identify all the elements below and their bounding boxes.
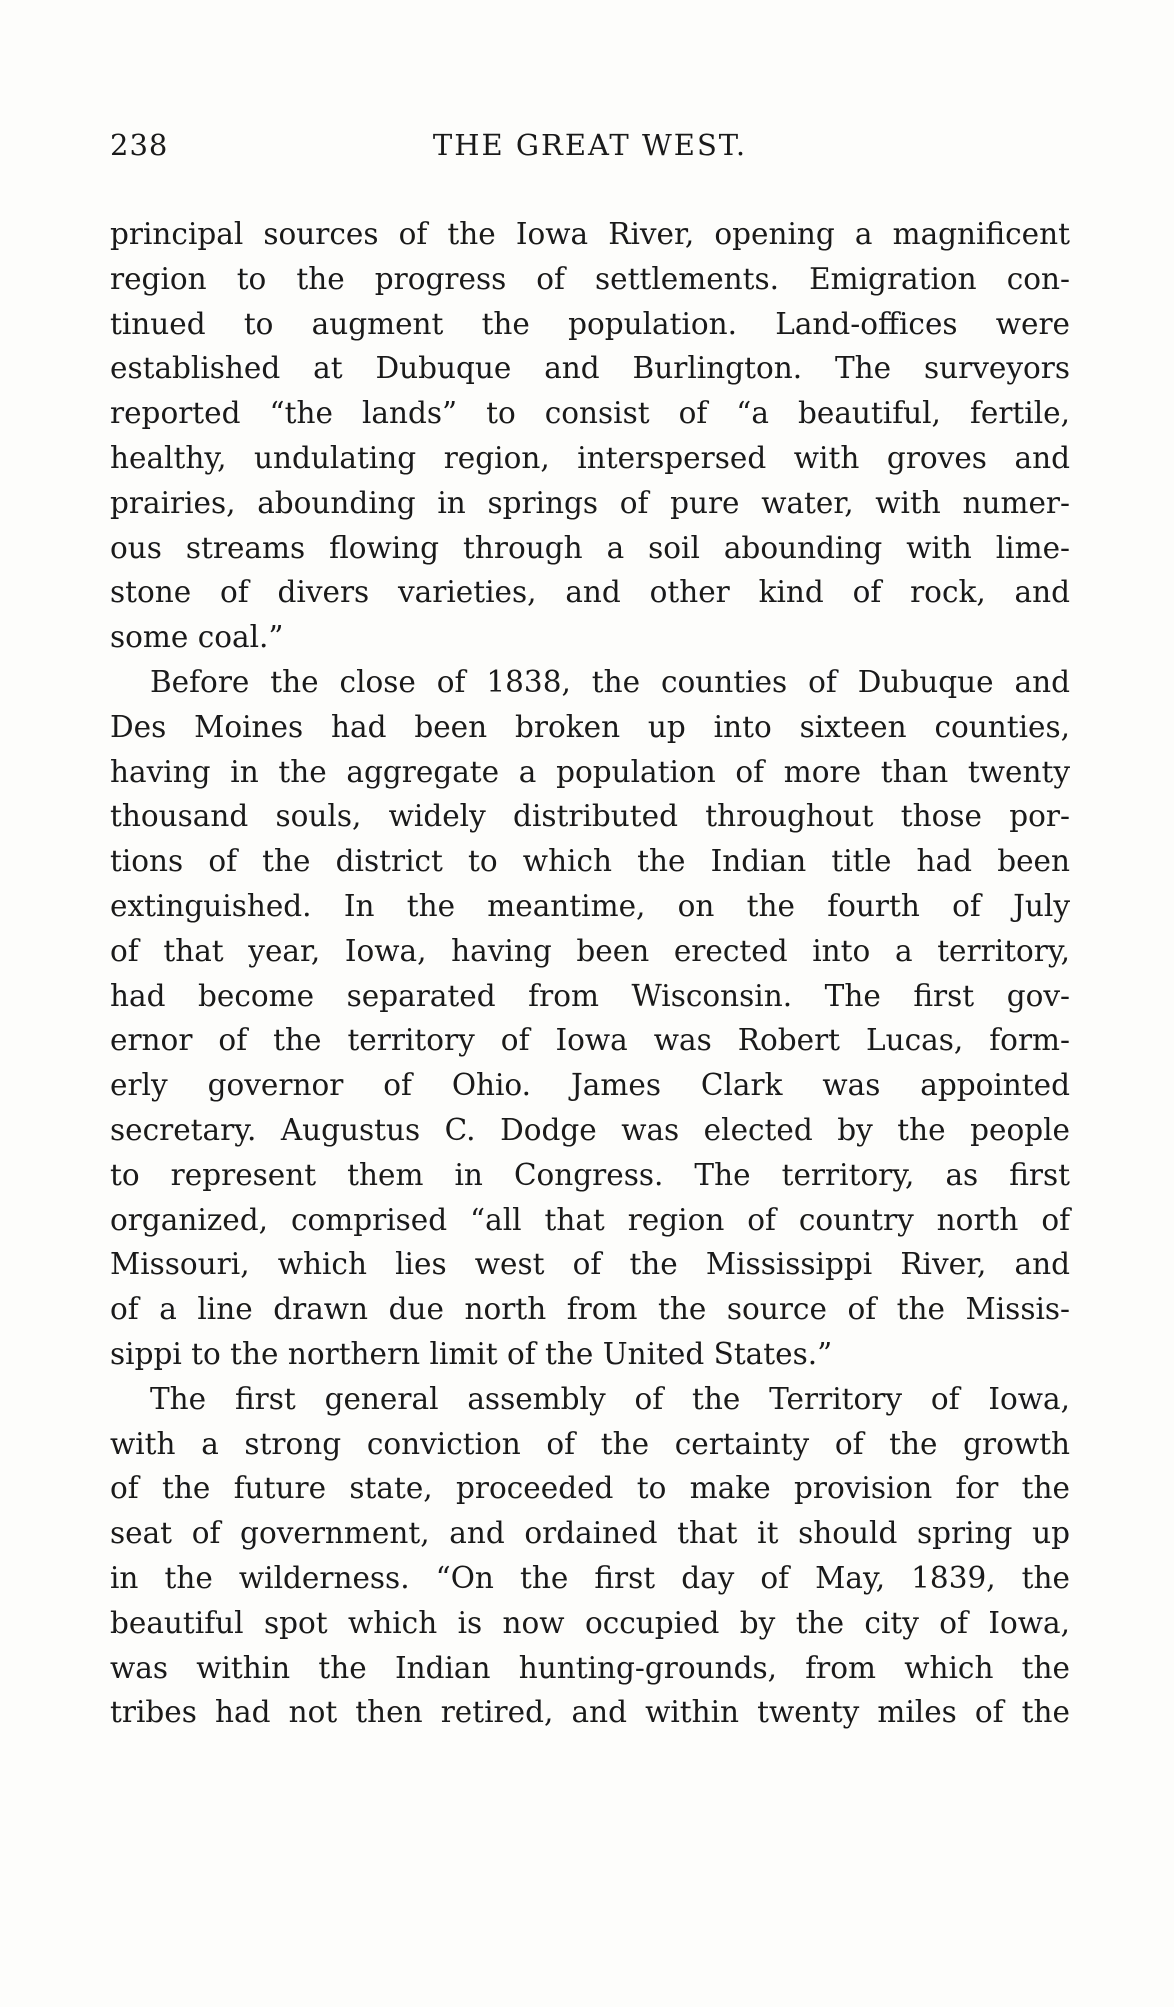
text-line: established at Dubuque and Burlington. The surveyors <box>110 351 1070 386</box>
page-number: 238 <box>110 128 169 162</box>
text-line: seat of government, and ordained that it should spring up <box>110 1516 1070 1551</box>
text-line: extinguished. In the meantime, on the fourth of July <box>110 888 1070 923</box>
text-line: stone of divers varieties, and other kind of rock, and <box>110 575 1070 610</box>
text-line: of the future state, proceeded to make provision for the <box>110 1471 1070 1506</box>
text-line: Missouri, which lies west of the Mississippi River, and <box>110 1247 1070 1282</box>
text-line: had become separated from Wisconsin. The first gov- <box>110 978 1070 1013</box>
text-line: of a line drawn due north from the source of the Missis- <box>110 1292 1070 1327</box>
text-line: in the wilderness. “On the first day of May, 1839, the <box>110 1560 1070 1595</box>
text-line: erly governor of Ohio. James Clark was appointed <box>110 1068 1070 1103</box>
text-line: ernor of the territory of Iowa was Robert Lucas, form- <box>110 1023 1070 1058</box>
text-line: healthy, undulating region, interspersed with groves and <box>110 440 1070 475</box>
text-line: beautiful spot which is now occupied by the city of Iowa, <box>110 1605 1070 1640</box>
text-line: principal sources of the Iowa River, opening a magnificent <box>110 217 1070 251</box>
text-line: Des Moines had been broken up into sixteen counties, <box>110 709 1070 744</box>
text-line: sippi to the northern limit of the United States.” <box>110 1336 833 1371</box>
text-line: tinued to augment the population. Land-offices were <box>110 306 1070 341</box>
text-line: was within the Indian hunting-grounds, from which the <box>110 1650 1070 1685</box>
text-line: region to the progress of settlements. Emigration con- <box>110 261 1070 296</box>
text-line: reported “the lands” to consist of “a beautiful, fertile, <box>110 396 1070 431</box>
text-line: ous streams flowing through a soil abounding with lime- <box>110 530 1070 565</box>
text-line: to represent them in Congress. The territory, as first <box>110 1157 1070 1192</box>
running-head <box>110 128 1070 168</box>
text-line: tions of the district to which the Indian title had been <box>110 844 1070 879</box>
text-line: secretary. Augustus C. Dodge was elected by the people <box>110 1112 1070 1147</box>
text-line: The first general assembly of the Territory of Iowa, <box>150 1381 1070 1416</box>
text-line: some coal.” <box>110 620 284 655</box>
text-line: thousand souls, widely distributed throughout those por- <box>110 799 1070 834</box>
text-line: organized, comprised “all that region of country north of <box>110 1202 1070 1237</box>
body-text <box>110 212 1070 1735</box>
text-line: tribes had not then retired, and within twenty miles of the <box>110 1695 1070 1730</box>
text-line: Before the close of 1838, the counties of Dubuque and <box>150 664 1070 699</box>
text-line: of that year, Iowa, having been erected into a territory, <box>110 933 1070 968</box>
text-line: prairies, abounding in springs of pure water, with numer- <box>110 485 1070 520</box>
text-line: with a strong conviction of the certainty of the growth <box>110 1426 1070 1461</box>
running-title: THE GREAT WEST. <box>432 128 748 162</box>
text-line: having in the aggregate a population of more than twenty <box>110 754 1070 789</box>
